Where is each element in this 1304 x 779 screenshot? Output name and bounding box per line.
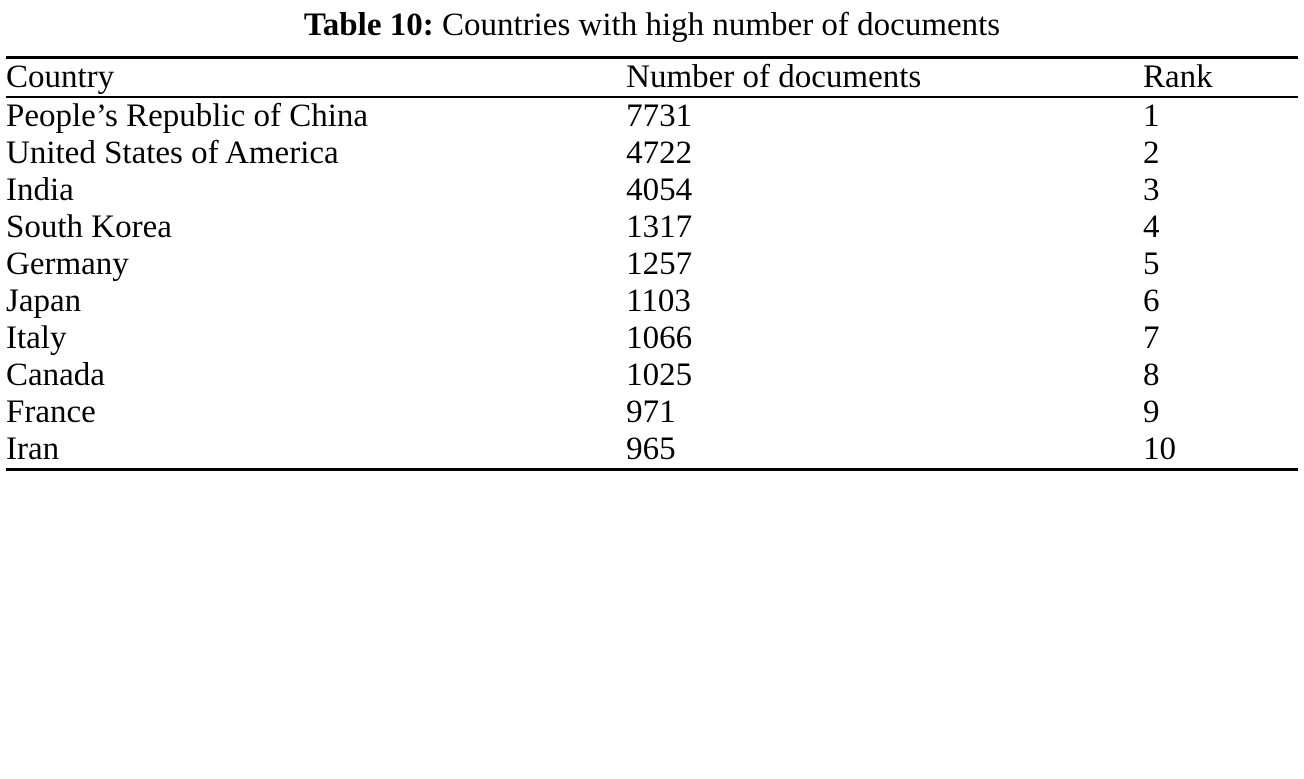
cell-country: Germany [6,245,129,282]
cell-rank: 8 [1142,356,1160,393]
table-row [6,394,1298,431]
cell-rank: 3 [1142,171,1160,208]
table-row [6,431,1298,470]
header-country: Country [6,58,115,95]
cell-documents: 1103 [626,282,691,319]
table-row [6,320,1298,357]
countries-documents-table [6,56,1298,471]
cell-rank: 5 [1142,245,1160,282]
cell-rank: 4 [1142,208,1160,245]
cell-country: Iran [6,430,60,467]
header-rank: Rank [1142,58,1213,95]
cell-rank: 7 [1142,319,1160,356]
cell-documents: 1317 [626,208,693,245]
page-bottom-spacer [6,471,1298,477]
cell-country: Japan [6,282,82,319]
cell-country: Italy [6,319,67,356]
cell-documents: 1066 [626,319,693,356]
cell-rank: 2 [1142,134,1160,171]
table-caption-text: Countries with high number of documents [441,7,1001,43]
table-row [6,357,1298,394]
cell-country: Canada [6,356,105,393]
table-caption-label: Table 10: [303,7,434,43]
table-row [6,209,1298,246]
table-caption [6,0,1298,56]
cell-country: South Korea [6,208,172,245]
table-row [6,283,1298,320]
cell-documents: 7731 [626,97,693,134]
cell-documents: 971 [626,393,676,430]
cell-documents: 4722 [626,134,693,171]
cell-rank: 1 [1142,97,1160,134]
table-row [6,246,1298,283]
table-row [6,135,1298,172]
cell-rank: 9 [1142,393,1160,430]
cell-country: United States of America [6,134,339,171]
table-header-row [6,59,1298,97]
table-row [6,172,1298,209]
cell-documents: 965 [626,430,676,467]
cell-documents: 4054 [626,171,693,208]
cell-rank: 10 [1142,430,1176,467]
cell-country: People’s Republic of China [6,97,369,134]
cell-documents: 1257 [626,245,693,282]
header-number-of-documents: Number of documents [626,58,922,95]
cell-country: France [6,393,96,430]
cell-documents: 1025 [626,356,693,393]
cell-rank: 6 [1142,282,1160,319]
table-row [6,98,1298,135]
cell-country: India [6,171,74,208]
